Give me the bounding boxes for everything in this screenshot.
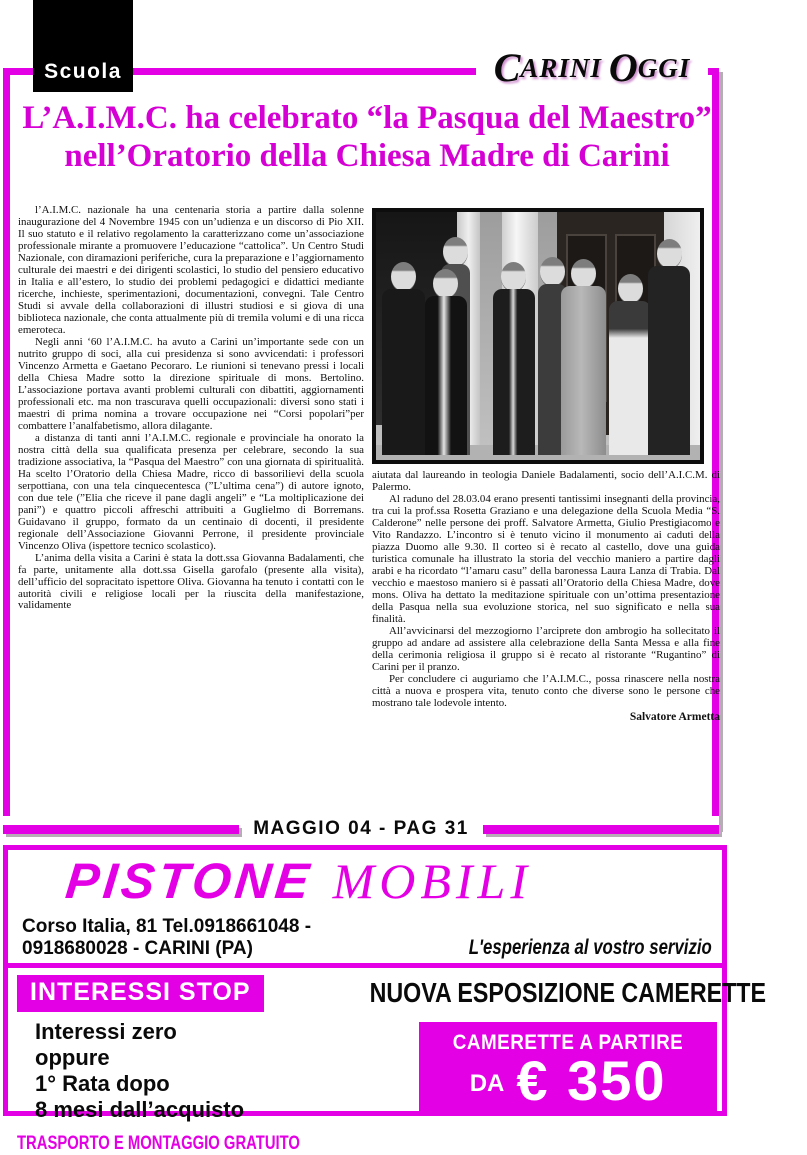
photo-person xyxy=(648,239,690,455)
advert-transport-note: TRASPORTO E MONTAGGIO GRATUITO xyxy=(17,1132,300,1154)
photo-person xyxy=(609,274,651,455)
price-box-label: CAMERETTE A PARTIRE xyxy=(452,1031,684,1054)
masthead-logo xyxy=(476,42,708,94)
headline-line-2: nell’Oratorio della Chiesa Madre di Carini xyxy=(64,137,670,174)
advert-tagline: L'esperienza al vostro servizio xyxy=(468,936,712,959)
offer-line: Interessi zero xyxy=(35,1019,177,1044)
page-footer xyxy=(3,816,719,842)
offer-line: oppure xyxy=(35,1044,110,1070)
paragraph: Negli anni ‘60 l’A.I.M.C. ha avuto a Carini un’importante sede con un nutrito gruppo di soci, alla cui presidenza si sono avvicendati: i professori Vincenzo Armetta e Gaetano Pecoraro. Le riunioni si tenevano pressi i locali della Chiesa Madre sotto la direzione spirituale di mons. Bertolino. L’associazione portava avanti problemi culturali con dibattiti, aggiornamenti professionali etc. ma non trascurava quelli occupazionali: diversi sono stati i maestri di prima nomina a trovare occupazione nei “Corsi popolari”per combattere l’analfabetismo, allora dilagante. xyxy=(18,335,364,432)
advert-address: Corso Italia, 81 Tel.0918661048 - 0918680028 - CARINI (PA) xyxy=(22,916,312,959)
article-photo xyxy=(372,208,704,464)
advert-logo-row xyxy=(8,850,722,914)
offer-line: 8 mesi dall’acquisto xyxy=(35,1096,245,1122)
footer-rule-right xyxy=(483,825,719,834)
paragraph: l’A.I.M.C. nazionale ha una centenaria storia a partire dalla solenne inaugurazione del 4 Novembre 1945 con un’udienza e un discorso di Pio XII. Il suo statuto e il relativo regolamento la caratterizzano come un’associazione professionale mirante a promuovere l’educazione “cattolica”. Un Centro Studi Nazionale, con diramazioni periferiche, cura la preparazione e l’aggiornamento culturale dei maestri e dei dirigenti scolastici, lo studio del pensiero educativo in Italia e all’estero, lo studio dei problemi pedagogici e didattici mediante ricerche, inchieste, sperimentazioni, documentazioni, convegni. Tale Centro Studi si avvale della collaborazioni di illustri studiosi e si giova di una biblioteca nazionale, che conta attualmente più di tremila volumi e di una ricca emeroteca. xyxy=(18,204,364,336)
advert-promo-row xyxy=(8,968,767,1155)
masthead-initial-o: O xyxy=(608,45,638,90)
masthead-initial-c: C xyxy=(493,45,521,90)
advert-address-row xyxy=(8,914,722,963)
headline-line-1: L’A.I.M.C. ha celebrato “la Pasqua del Maestro” xyxy=(22,100,712,136)
advert-price-box xyxy=(419,1022,717,1115)
article-headline xyxy=(18,100,716,175)
section-label-box xyxy=(33,0,133,92)
article-right-column xyxy=(372,469,720,723)
section-label: Scuola xyxy=(44,60,122,83)
price-value: € 350 xyxy=(516,1049,667,1112)
advert-pistone-mobili xyxy=(3,845,767,1154)
pistone-brand-logo: PISTONE xyxy=(63,853,316,909)
advert-promo-left xyxy=(8,975,329,1155)
footer-rule-left xyxy=(3,825,239,834)
photo-person xyxy=(425,269,467,455)
price-prefix: DA xyxy=(469,1069,505,1097)
photo-person xyxy=(382,262,424,455)
interessi-stop-badge: INTERESSI STOP xyxy=(17,975,264,1012)
paragraph: Al raduno del 28.03.04 erano presenti tantissimi insegnanti della provincia, tra cui la prof.ssa Rosetta Graziano e una delegazione della Scuola Media “S. Calderone” nelle persone dei proff. Salvatore Armetta, Giulio Prestigiacomo e Vito Randazzo. L’incontro si è tenuto vicino il monumento ai caduti della piazza Duomo alle 9.30. Il corteo si è recato al castello, dove una guida turistica comunale ha illustrato la storia del vecchio maniero a partire dagli arabi e ha ricordato “l’amaru casu” della baronessa Laura Lanza di Trabia. Dal vecchio e maestoso maniero si è passati all’Oratorio della Chiesa Madre, dove mons. Oliva ha dettato la meditazione spirituale con un’ottima presentazione della Pasqua nella sua evoluzione storica, nel suo significato e nella sua finalità. xyxy=(372,492,720,625)
photo-person xyxy=(561,259,606,455)
masthead-text-arini: ARINI xyxy=(520,52,602,83)
advert-promo-right xyxy=(329,975,807,1155)
footer-page-number: MAGGIO 04 - PAG 31 xyxy=(253,818,469,839)
paragraph: L’anima della visita a Carini è stata la dott.ssa Giovanna Badalamenti, che fa parte, unitamente alla dott.ssa Gisella garofalo (presente alla visita), dell’ufficio del sopracitato ispettore Oliva. Giovanna ha tenuto i contatti con le autorità civili e religiose locali per la riuscita della manifestazione, validamente xyxy=(18,551,364,612)
paragraph: aiutata dal laureando in teologia Daniele Badalamenti, socio dell’A.I.C.M. di Palermo. xyxy=(372,469,720,493)
advert-esposizione-title: NUOVA ESPOSIZIONE CAMERETTE xyxy=(369,977,767,1008)
paragraph: a distanza di tanti anni l’A.I.M.C. regionale e provinciale ha onorato la nostra città della sua qualificata presenza per celebrare, secondo la sua tradizione associativa, la “Pasqua del Maestro” con una giornata di spiritualità. Ha scelto l’Oratorio della Chiesa Madre, ricco di bassorilievi della scuola serpottiana, con una tela cinquecentesca (”L’ultima cena”) di autore ignoto, con due tele (”Elia che riceve il pane dagli angeli” e “La moltiplicazione dei pani”) e quattro piccoli affreschi attribuiti a Guglielmo di Borremans. Guidavano il gruppo, formato da un centinaio di docenti, il presidente regionale dell’Associazione Giovanni Perrone, il presidente provinciale Vincenzo Oliva (ispettore tecnico scolastico). xyxy=(18,431,364,552)
article-signature: Salvatore Armetta xyxy=(629,710,720,723)
advert-offer-lines xyxy=(35,1019,329,1123)
masthead-text-ggi: GGI xyxy=(637,52,691,83)
article-left-column xyxy=(18,204,364,611)
paragraph: Per concludere ci auguriamo che l’A.I.M.C., possa rinascere nella nostra città a nuova e prospera vita, tenuto conto che diverse sono le persone che mostrano tale lodevole intento. xyxy=(372,672,720,709)
pistone-mobili-wordmark: MOBILI xyxy=(332,853,533,909)
price-box-main xyxy=(419,1049,717,1112)
offer-line: 1° Rata dopo xyxy=(35,1070,170,1096)
paragraph: All’avvicinarsi del mezzogiorno l’arciprete don ambrogio ha sollecitato il gruppo ad andare ad assistere alla celebrazione della Santa Messa e alla fine della cerimonia religiosa il gruppo si è recato al ristorante “Rugantino” di Carini per il pranzo. xyxy=(372,624,720,673)
photo-person xyxy=(493,262,535,455)
